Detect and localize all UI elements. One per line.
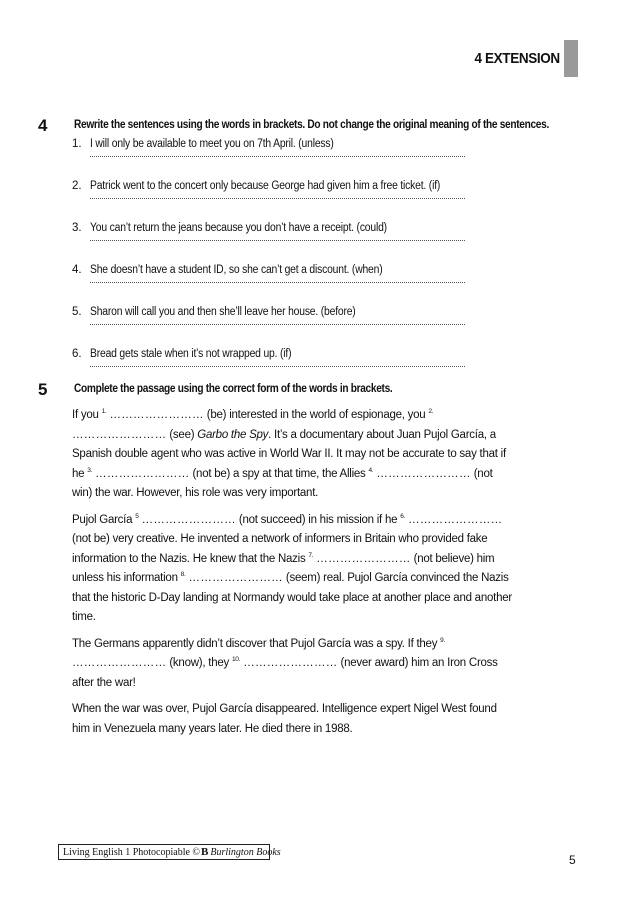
item-sentence: Patrick went to the concert only because George had given him a free ticket. (if) xyxy=(90,180,441,192)
gap-number: 7. xyxy=(308,551,314,559)
gap-number: 3. xyxy=(87,466,93,474)
item-number: 1. xyxy=(72,138,82,150)
gap-number: 1. xyxy=(101,408,107,415)
answer-line[interactable] xyxy=(90,198,465,199)
passage-text: . It’s a documentary about Juan Pujol García, a Spanish double agent who was active in World War II. It may not be accurate to say that if he xyxy=(72,428,506,480)
answer-gap[interactable]: …………………… xyxy=(408,513,503,526)
passage-text: If you xyxy=(72,409,102,421)
item-number: 6. xyxy=(72,348,82,360)
passage-text: (see) xyxy=(166,428,198,441)
gap-number: 2. xyxy=(428,408,434,415)
list-item xyxy=(72,306,492,348)
answer-gap[interactable]: …………………… xyxy=(95,467,190,480)
answer-gap[interactable]: …………………… xyxy=(109,409,204,421)
publisher-logo: B xyxy=(201,846,209,858)
passage-paragraph xyxy=(72,406,512,504)
passage-paragraph xyxy=(72,511,512,628)
exercise-instruction: Complete the passage using the correct form of the words in brackets. xyxy=(74,383,393,395)
answer-gap[interactable]: …………………… xyxy=(72,428,167,441)
answer-gap[interactable]: …………………… xyxy=(243,657,338,669)
item-sentence: You can’t return the jeans because you don’t have a receipt. (could) xyxy=(90,222,387,234)
passage-text: (not be) very creative. He invented a network of informers in Britain who provided fake information to the Nazis. He knew that the Nazis xyxy=(72,533,488,565)
item-number: 4. xyxy=(72,264,82,276)
answer-gap[interactable]: …………………… xyxy=(376,467,471,480)
gap-number: 5 xyxy=(135,512,139,520)
passage-text: (know), they xyxy=(166,657,232,669)
list-item xyxy=(72,180,492,222)
exercise-number: 4 xyxy=(38,116,48,135)
gap-number: 8. xyxy=(180,571,186,578)
passage-text: (not win) the war. However, his role was very important. xyxy=(72,467,493,499)
item-number: 5. xyxy=(72,306,82,318)
passage-text: (not succeed) in his mission if he xyxy=(235,513,401,526)
item-sentence: She doesn’t have a student ID, so she can’t get a discount. (when) xyxy=(90,264,383,276)
passage-text: (be) interested in the world of espionage, you xyxy=(203,409,429,421)
gap-number: 10. xyxy=(231,656,241,663)
passage-text: (not believe) him unless his information xyxy=(72,552,495,584)
answer-gap[interactable]: …………………… xyxy=(316,552,411,565)
passage-text: (not be) a spy at that time, the Allies xyxy=(189,467,369,480)
passage-paragraph xyxy=(72,635,512,694)
item-number: 2. xyxy=(72,180,82,192)
answer-line[interactable] xyxy=(90,324,465,325)
answer-gap[interactable]: …………………… xyxy=(141,513,236,526)
copyright-footer xyxy=(58,844,281,860)
item-number: 3. xyxy=(72,222,82,234)
exercise-number: 5 xyxy=(38,380,48,399)
list-item xyxy=(72,264,492,306)
exercise-items xyxy=(72,138,492,390)
answer-line[interactable] xyxy=(90,366,465,367)
section-title: 4 EXTENSION xyxy=(474,50,560,67)
header-accent-bar xyxy=(564,40,578,77)
passage xyxy=(72,406,512,746)
answer-gap[interactable]: …………………… xyxy=(188,572,283,584)
answer-line[interactable] xyxy=(90,282,465,283)
item-sentence: Bread gets stale when it’s not wrapped up. (if) xyxy=(90,348,292,360)
publisher-name: Burlington Books xyxy=(210,847,281,858)
item-sentence: Sharon will call you and then she’ll leave her house. (before) xyxy=(90,306,356,318)
item-sentence: I will only be available to meet you on 7th April. (unless) xyxy=(90,138,334,150)
passage-text: The Germans apparently didn’t discover that Pujol García was a spy. If they xyxy=(72,637,441,650)
gap-number: 6. xyxy=(400,512,406,520)
passage-paragraph: When the war was over, Pujol García disappeared. Intelligence expert Nigel West found him in Venezuela many years later. He died there in 1988. xyxy=(72,703,497,735)
gap-number: 4. xyxy=(368,466,374,474)
page-number: 5 xyxy=(569,853,576,867)
passage-text: Pujol García xyxy=(72,513,136,526)
passage-text: (never award) him an Iron Cross after the war! xyxy=(72,657,498,689)
exercise-instruction: Rewrite the sentences using the words in brackets. Do not change the original meaning of the sentences. xyxy=(74,119,549,131)
answer-gap[interactable]: …………………… xyxy=(72,657,167,669)
page-header xyxy=(465,40,560,77)
answer-line[interactable] xyxy=(90,156,465,157)
gap-number: 9. xyxy=(440,636,446,644)
answer-line[interactable] xyxy=(90,240,465,241)
documentary-title: Garbo the Spy xyxy=(197,428,269,441)
list-item xyxy=(72,138,492,180)
list-item xyxy=(72,222,492,264)
copyright-text: Living English 1 Photocopiable © xyxy=(63,847,201,858)
passage-text: (seem) real. Pujol García convinced the Nazis that the historic D-Day landing at Normandy would take place at another place and another time. xyxy=(72,572,512,623)
